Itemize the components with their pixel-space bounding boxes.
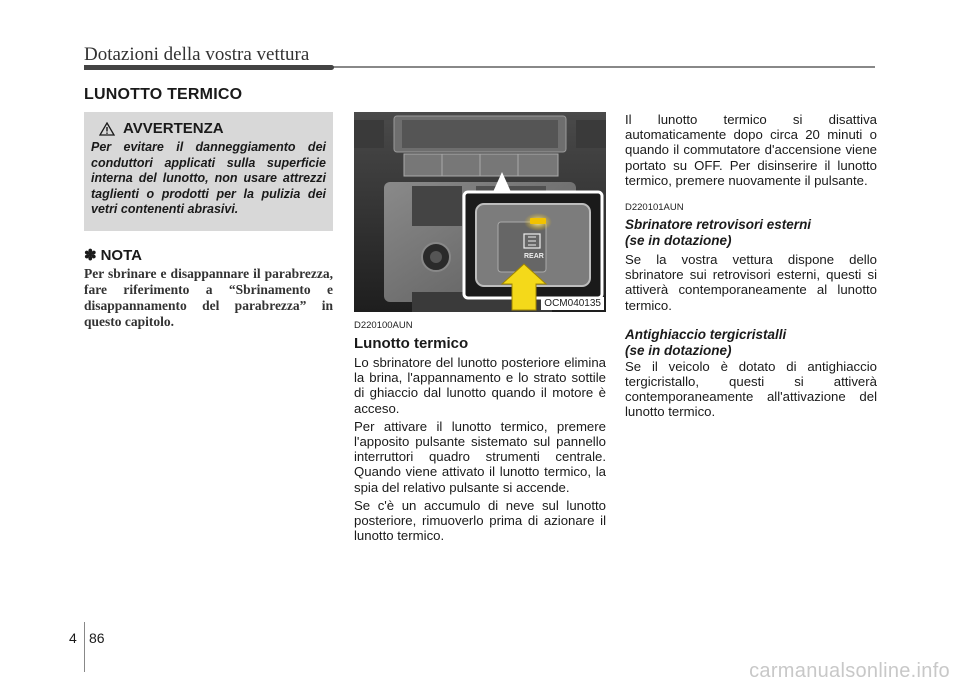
mirror-defroster-title: Sbrinatore retrovisori esterni [625,217,812,233]
rear-defroster-title: Lunotto termico [354,335,469,352]
mirror-defroster-subtitle: (se in dotazione) [625,233,732,249]
dashboard-photo [354,112,606,312]
wiper-deicer-text: Se il veicolo è dotato di antighiaccio tergicristallo, questi si attiverà contemporaneamente all'attivazione del lunotto termico. [625,358,877,420]
rear-button-label: REAR [524,253,544,260]
rear-defroster-paragraph: Lo sbrinatore del lunotto posteriore elimina la brina, l'appannamento e lo strato sottile di ghiaccio dal lunotto quando il motore è acceso. [354,355,606,416]
nota-title: NOTA [100,246,142,264]
nota-asterisk-icon: ✽ [84,247,97,264]
watermark: carmanualsonline.info [749,660,950,682]
mirror-defroster-text: Se la vostra vettura dispone dello sbrinatore sui retrovisori esterni, questi si attiverà contemporaneamente al lunotto termico. [625,252,877,313]
header-rule-accent [84,65,334,70]
warning-text: Per evitare il danneggiamento dei conduttori applicati sulla superficie interna del lunotto, non usare attrezzi taglienti o prodotti per la pulizia dei vetri contenenti abrasivi. [91,140,326,216]
rear-defroster-paragraph: Per attivare il lunotto termico, premere l'apposito pulsante sistemato sul pannello interruttori quadro strumenti centrale. Quando viene attivato il lunotto termico, la spia del relativo pulsante si accende. [354,418,606,495]
chapter-number: 4 [69,630,77,646]
warning-title: AVVERTENZA [123,120,224,137]
wiper-deicer-title: Antighiaccio tergicristalli [625,326,787,342]
nota-header [84,246,142,264]
page-number: 86 [89,630,105,646]
warning-box [84,112,333,231]
page-header-title: Dotazioni della vostra vettura [84,44,310,65]
section-title: LUNOTTO TERMICO [84,86,243,103]
warning-triangle-icon [99,122,115,136]
auto-off-text: Il lunotto termico si disattiva automaticamente dopo circa 20 minuti o quando il commutatore d'accensione viene portato su OFF. Per disinserire il lunotto termico, premere nuovamente il pulsante. [625,112,877,188]
nota-text: Per sbrinare e disappannare il parabrezza, fare riferimento a “Sbrinamento e disappannamento del parabrezza” in questo capitolo. [84,266,333,329]
figure-caption: OCM040135 [541,297,604,310]
warning-header [99,120,326,137]
section-code: D220100AUN [354,320,413,331]
section-code: D220101AUN [625,202,684,214]
wiper-deicer-subtitle: (se in dotazione) [625,342,732,358]
dashboard-illustration [354,112,606,312]
footer-rule [84,622,85,672]
right-column [625,112,877,423]
rear-defroster-paragraph: Se c'è un accumulo di neve sul lunotto posteriore, rimuoverlo prima di azionare il lunotto termico. [354,497,606,544]
rear-defroster-section [354,320,606,546]
